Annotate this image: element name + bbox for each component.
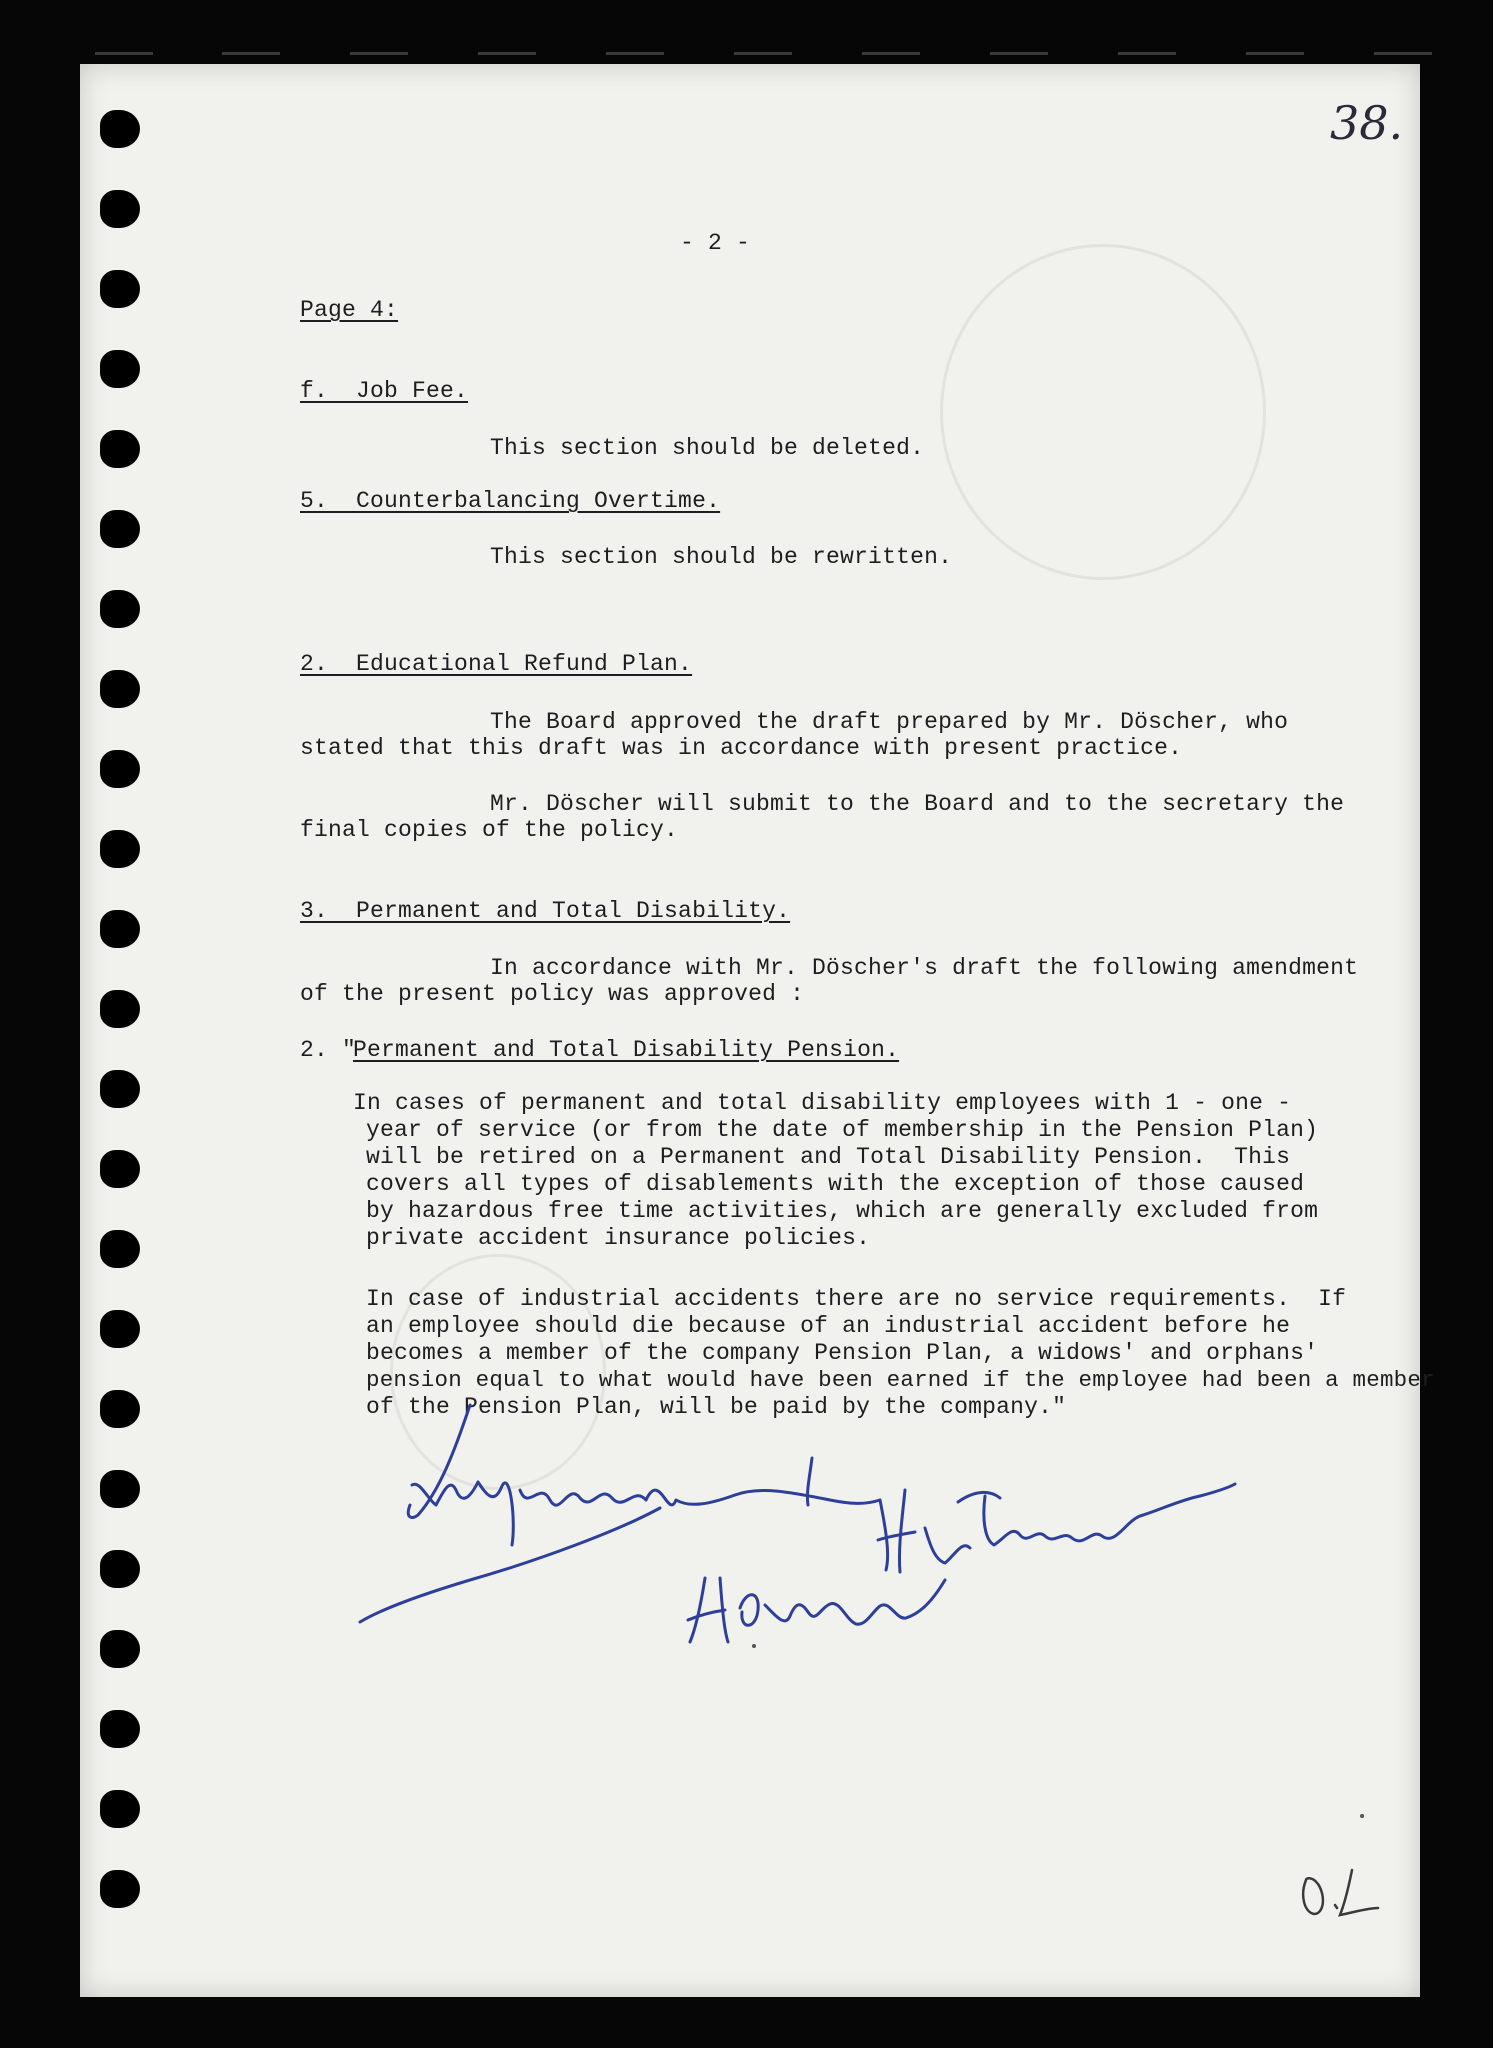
amendment-p2-line: of the Pension Plan, will be paid by the company.": [366, 1394, 1067, 1420]
edu-paragraph-2-line-2: final copies of the policy.: [300, 817, 679, 843]
amendment-p1-line: In cases of permanent and total disability employees with 1 - one -: [353, 1090, 1292, 1116]
amendment-number: 2. ": [300, 1037, 357, 1063]
overtime-body: This section should be rewritten.: [490, 544, 953, 570]
disability-paragraph-line-1: In accordance with Mr. Döscher's draft the following amendment: [490, 955, 1359, 981]
amendment-p2-line: an employee should die because of an industrial accident before he: [366, 1313, 1291, 1339]
amendment-p1-line: private accident insurance policies.: [366, 1225, 871, 1251]
heading-permanent-total-disability: 3. Permanent and Total Disability.: [300, 898, 791, 924]
section-page4: Page 4:: [300, 297, 399, 323]
amendment-heading: Permanent and Total Disability Pension.: [353, 1037, 900, 1063]
amendment-p2-line: In case of industrial accidents there are no service requirements. If: [366, 1286, 1347, 1312]
disability-paragraph-line-2: of the present policy was approved :: [300, 981, 805, 1007]
page-header: - 2 -: [680, 230, 751, 256]
amendment-p1-line: covers all types of disablements with the exception of those caused: [366, 1171, 1305, 1197]
watermark-seal: [940, 244, 1266, 580]
amendment-p1-line: by hazardous free time activities, which are generally excluded from: [366, 1198, 1319, 1224]
handwritten-page-number: 38.: [1330, 96, 1404, 150]
heading-job-fee: f. Job Fee.: [300, 378, 469, 404]
amendment-p1-line: will be retired on a Permanent and Total Disability Pension. This: [366, 1144, 1291, 1170]
document-page: [80, 64, 1420, 1997]
edu-paragraph-1-line-1: The Board approved the draft prepared by Mr. Döscher, who: [490, 709, 1289, 735]
film-edge-marks: [0, 0, 1493, 60]
amendment-p1-line: year of service (or from the date of membership in the Pension Plan): [366, 1117, 1319, 1143]
heading-counterbalancing-overtime: 5. Counterbalancing Overtime.: [300, 488, 721, 514]
heading-educational-refund-plan: 2. Educational Refund Plan.: [300, 651, 693, 677]
edu-paragraph-1-line-2: stated that this draft was in accordance with present practice.: [300, 735, 1183, 761]
amendment-p2-line: pension equal to what would have been earned if the employee had been a member: [366, 1367, 1435, 1393]
job-fee-body: This section should be deleted.: [490, 435, 925, 461]
edu-paragraph-2-line-1: Mr. Döscher will submit to the Board and to the secretary the: [490, 791, 1345, 817]
amendment-p2-line: becomes a member of the company Pension Plan, a widows' and orphans': [366, 1340, 1319, 1366]
